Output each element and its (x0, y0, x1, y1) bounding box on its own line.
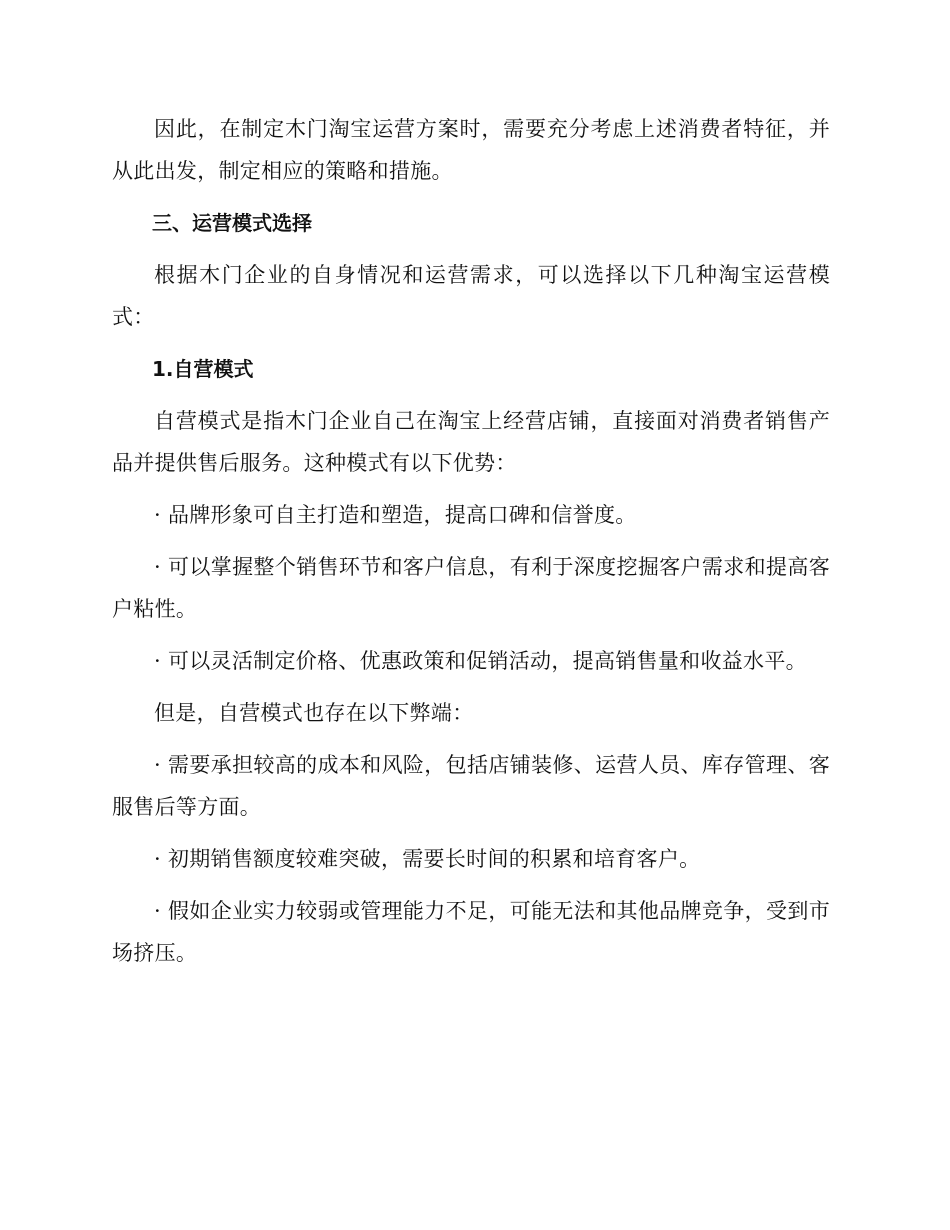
bullet-item: · 可以掌握整个销售环节和客户信息，有利于深度挖掘客户需求和提高客户粘性。 (112, 555, 830, 621)
bullet-item: · 初期销售额度较难突破，需要长时间的积累和培育客户。 (154, 847, 701, 871)
subsection-heading: 1.自营模式 (152, 357, 254, 381)
paragraph: 但是，自营模式也存在以下弊端： (154, 701, 474, 725)
bullet-item: · 需要承担较高的成本和风险，包括店铺装修、运营人员、库存管理、客服售后等方面。 (112, 753, 830, 819)
section-heading: 三、运营模式选择 (152, 211, 312, 235)
paragraph: 根据木门企业的自身情况和运营需求，可以选择以下几种淘宝运营模式： (112, 263, 830, 329)
document-body (112, 108, 830, 984)
paragraph: 因此，在制定木门淘宝运营方案时，需要充分考虑上述消费者特征，并从此出发，制定相应的策略和措施。 (112, 117, 830, 183)
bullet-item: · 可以灵活制定价格、优惠政策和促销活动，提高销售量和收益水平。 (154, 649, 807, 673)
paragraph: 自营模式是指木门企业自己在淘宝上经营店铺，直接面对消费者销售产品并提供售后服务。这种模式有以下优势： (112, 409, 830, 475)
bullet-item: · 假如企业实力较弱或管理能力不足，可能无法和其他品牌竞争，受到市场挤压。 (112, 899, 830, 965)
bullet-item: · 品牌形象可自主打造和塑造，提高口碑和信誉度。 (154, 503, 637, 527)
